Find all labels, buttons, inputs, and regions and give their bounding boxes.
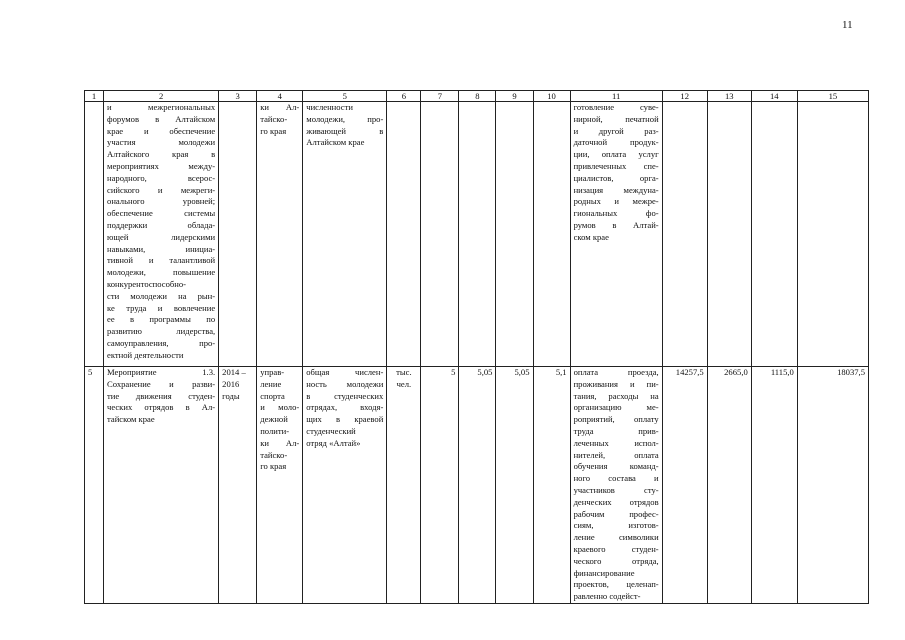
unit-cell <box>387 367 421 604</box>
cell-text-line: нирной, печатной <box>573 113 659 124</box>
column-number: 6 <box>387 91 421 102</box>
indicator-cell <box>303 367 387 604</box>
cell-text-line: ческого отряда, <box>573 555 659 566</box>
column-number: 3 <box>219 91 257 102</box>
cell-text-line: го края <box>260 461 287 472</box>
cell-text-line: обучения команд- <box>573 461 659 472</box>
cell-text-line: тие движения студен- <box>107 390 216 401</box>
total-cell <box>797 102 868 367</box>
cell-text-line: ющей лидерскими <box>107 231 216 242</box>
column-number: 1 <box>85 91 104 102</box>
cell-text-line: онального уровней; <box>107 196 216 207</box>
cell-text-line: щих в краевой <box>306 414 384 425</box>
column-number: 15 <box>797 91 868 102</box>
value-cell <box>496 102 533 367</box>
cell-text-line: тайско- <box>260 449 288 460</box>
indicator-cell <box>303 102 387 367</box>
cell-text-line: ки Ал- <box>260 437 300 448</box>
column-number: 7 <box>421 91 459 102</box>
column-number: 2 <box>104 91 219 102</box>
cell-text-line: румов в Алтай- <box>573 219 659 230</box>
cell-text-line: 2016 <box>222 378 240 389</box>
cell-text-line: общая числен- <box>306 367 384 377</box>
amount-cell: 14257,5 <box>662 367 707 604</box>
page-number: 11 <box>842 19 853 31</box>
cell-text-line: низация междуна- <box>573 184 659 195</box>
cell-text-line: денческих отрядов <box>573 496 659 507</box>
cell-text-line: равленно содейст- <box>573 591 641 602</box>
cell-text-line: проектов, целенап- <box>573 579 659 590</box>
cell-text-line: участников сту- <box>573 484 659 495</box>
column-number: 5 <box>303 91 387 102</box>
amount-cell: 2665,0 <box>707 367 751 604</box>
cell-text-line: отряд «Алтай» <box>306 437 361 448</box>
cell-text-line: циалистов, орга- <box>573 172 659 183</box>
cell-text-line: в студенческих <box>306 390 384 401</box>
cell-text-line: гиональных фо- <box>573 208 659 219</box>
cell-text-line: и моло- <box>260 402 300 413</box>
cell-text-line: молодежи, повышение <box>107 267 216 278</box>
cell-text-line: тивной и талантливой <box>107 255 216 266</box>
cell-text-line: сиям, изготов- <box>573 520 659 531</box>
cell-text-line: навыками, инициа- <box>107 243 216 254</box>
cell-text-line: участия молодежи <box>107 137 216 148</box>
value-cell <box>421 102 459 367</box>
cell-text-line: обеспечение системы <box>107 208 216 219</box>
cell-text-line: Алтайском крае <box>306 137 365 148</box>
cell-text-line: Алтайского края в <box>107 149 216 160</box>
cell-text-line: мероприятиях между- <box>107 160 216 171</box>
cell-text-line: тайском крае <box>107 414 155 425</box>
executor-cell <box>257 102 303 367</box>
column-number: 13 <box>707 91 751 102</box>
amount-cell: 1115,0 <box>751 367 797 604</box>
value-cell <box>459 102 496 367</box>
column-number: 10 <box>533 91 570 102</box>
cell-text-line: ление символики <box>573 532 659 543</box>
expense-direction-cell <box>570 102 662 367</box>
cell-text-line: народного, всерос- <box>107 172 216 183</box>
cell-text-line: сти молодежи на рын- <box>107 290 216 301</box>
cell-text-line: отрядах, входя- <box>306 402 384 413</box>
cell-text-line: краевого студен- <box>573 543 659 554</box>
value-cell: 5,05 <box>496 367 533 604</box>
cell-text-line: ки Ал- <box>260 102 300 112</box>
expense-direction-cell <box>570 367 662 604</box>
cell-text-line: форумов в Алтайском <box>107 113 216 124</box>
cell-text-line: ее в программы по <box>107 314 216 325</box>
cell-text-line: конкурентоспособно- <box>107 278 187 289</box>
table-row <box>85 102 869 367</box>
value-cell <box>533 102 570 367</box>
cell-text-line: ском крае <box>573 231 609 242</box>
cell-text-line: Сохранение и разви- <box>107 378 216 389</box>
table-row <box>85 367 869 604</box>
cell-text-line: развитию лидерства, <box>107 326 216 337</box>
cell-text-line: живающей в <box>306 125 384 136</box>
cell-text-line: даточной продук- <box>573 137 659 148</box>
cell-text-line: ность молодежи <box>306 378 384 389</box>
cell-text-line: ческих отрядов в Ал- <box>107 402 216 413</box>
cell-text-line: организацию ме- <box>573 402 659 413</box>
cell-text-line: чел. <box>396 378 412 389</box>
cell-text-line: рабочим профес- <box>573 508 659 519</box>
period-cell <box>219 102 257 367</box>
total-cell: 18037,5 <box>797 367 868 604</box>
cell-text-line: дежной <box>260 414 288 425</box>
cell-text-line: и другой раз- <box>573 125 659 136</box>
column-number-row <box>85 91 869 102</box>
row-number-cell: 5 <box>85 367 104 604</box>
cell-text-line: управ- <box>260 367 285 377</box>
value-cell: 5,1 <box>533 367 570 604</box>
cell-text-line: финансирование <box>573 567 635 578</box>
column-number: 12 <box>662 91 707 102</box>
cell-text-line: привлеченных спе- <box>573 160 659 171</box>
cell-text-line: проживания и пи- <box>573 378 659 389</box>
cell-text-line: самоуправления, про- <box>107 337 216 348</box>
amount-cell <box>662 102 707 367</box>
cell-text-line: молодежи, про- <box>306 113 384 124</box>
cell-text-line: и межрегиональных <box>107 102 216 112</box>
cell-text-line: ного состава и <box>573 473 659 484</box>
cell-text-line: спорта <box>260 390 285 401</box>
cell-text-line: полити- <box>260 425 290 436</box>
cell-text-line: сийского и межреги- <box>107 184 216 195</box>
cell-text-line: поддержки облада- <box>107 219 216 230</box>
column-number: 4 <box>257 91 303 102</box>
amount-cell <box>751 102 797 367</box>
cell-text-line: го края <box>260 125 287 136</box>
measure-description-cell <box>104 102 219 367</box>
cell-text-line: тайско- <box>260 113 288 124</box>
cell-text-line: готовление суве- <box>573 102 659 112</box>
measure-description-cell <box>104 367 219 604</box>
cell-text-line: родных и межре- <box>573 196 659 207</box>
cell-text-line: нителей, оплата <box>573 449 659 460</box>
period-cell <box>219 367 257 604</box>
column-number: 14 <box>751 91 797 102</box>
unit-cell <box>387 102 421 367</box>
cell-text-line: леченных испол- <box>573 437 659 448</box>
cell-text-line: тания, расходы на <box>573 390 659 401</box>
value-cell: 5 <box>421 367 459 604</box>
cell-text-line: роприятий, оплату <box>573 414 659 425</box>
column-number: 9 <box>496 91 533 102</box>
cell-text-line: ектной деятельности <box>107 349 184 360</box>
row-number-cell <box>85 102 104 367</box>
value-cell: 5,05 <box>459 367 496 604</box>
cell-text-line: ке труда и вовлечение <box>107 302 216 313</box>
cell-text-line: численности <box>306 102 353 112</box>
cell-text-line: Мероприятие 1.3. <box>107 367 216 377</box>
column-number: 8 <box>459 91 496 102</box>
cell-text-line: тыс. <box>396 367 412 377</box>
cell-text-line: ции, оплата услуг <box>573 149 659 160</box>
cell-text-line: труда прив- <box>573 425 659 436</box>
amount-cell <box>707 102 751 367</box>
executor-cell <box>257 367 303 604</box>
cell-text-line: ление <box>260 378 282 389</box>
cell-text-line: оплата проезда, <box>573 367 659 377</box>
cell-text-line: крае и обеспечение <box>107 125 216 136</box>
program-table <box>84 90 869 604</box>
cell-text-line: годы <box>222 390 240 401</box>
cell-text-line: студенческий <box>306 425 356 436</box>
cell-text-line: 2014 – <box>222 367 246 377</box>
column-number: 11 <box>570 91 662 102</box>
